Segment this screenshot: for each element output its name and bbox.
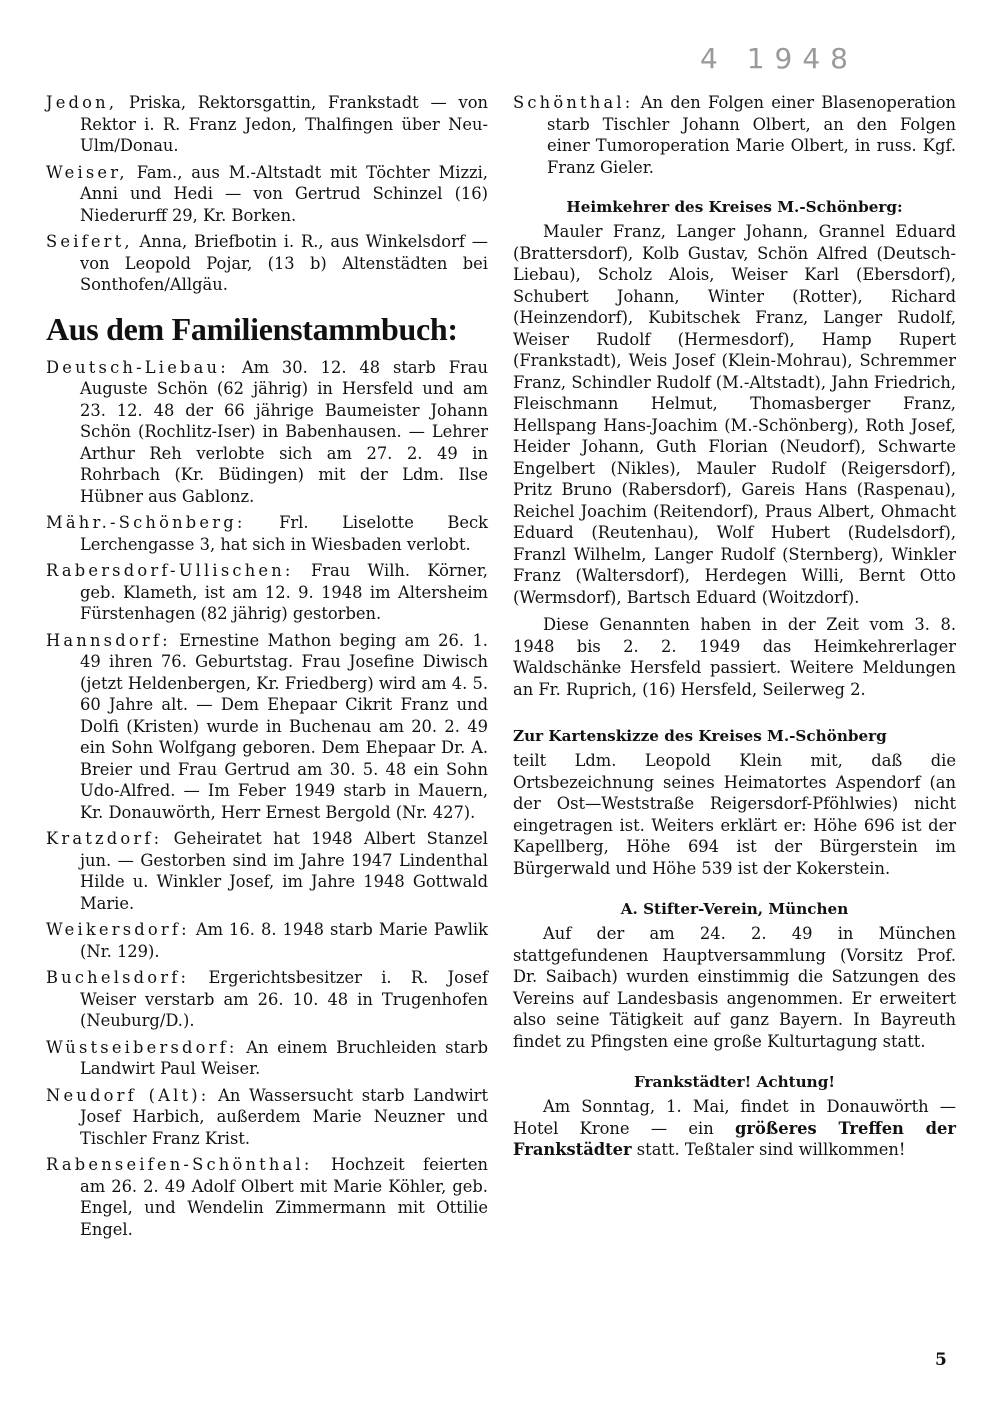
place-name: Buchelsdorf:: [46, 968, 190, 987]
family-entry-deutsch-liebau: [46, 357, 488, 508]
place-name: Mähr.-Schönberg:: [46, 513, 246, 532]
kartenskizze-text: teilt Ldm. Leopold Klein mit, daß die Ortsbezeichnung seines Heimatortes Aspendorf (an der Ost—Weststraße Reigersdorf-Pföhlwies) nicht eingetragen ist. Weiters erklärt er: Höhe 696 ist der Kapellberg, Höhe 694 ist der Bürgerstein im Bürgerwald und Höhe 539 ist der Kokerstein.: [513, 751, 956, 878]
entry-text: Ergerichtsbesitzer i. R. Josef Weiser verstarb am 26. 10. 48 in Trugenhofen (Neuburg/D.).: [80, 968, 488, 1030]
kartenskizze-heading: Zur Kartenskizze des Kreises M.-Schönberg: [513, 727, 887, 745]
stifter-heading: A. Stifter-Verein, München: [620, 900, 849, 918]
place-name: Rabersdorf-Ullischen:: [46, 561, 294, 580]
place-name: Hannsdorf:: [46, 630, 171, 650]
family-entry-buchelsdorf: [46, 967, 488, 1032]
family-entry-weikersdorf: [46, 919, 488, 962]
family-entry-neudorf: [46, 1085, 488, 1150]
section-heading-familienstammbuch: Aus dem Familienstammbuch:: [46, 310, 458, 347]
place-name: Rabenseifen-Schönthal:: [46, 1155, 313, 1174]
left-column: [46, 92, 488, 1245]
frankstaedter-text-bold: größeres Treffen der Frankstädter: [513, 1118, 956, 1159]
entry-text: Priska, Rektorsgattin, Frankstadt — von Rektor i. R. Franz Jedon, Thalfingen über Neu-Ulm/Donau.: [80, 93, 488, 155]
place-name: Deutsch-Liebau:: [46, 357, 229, 377]
page-number: 5: [935, 1350, 947, 1370]
entry-text: Am 16. 8. 1948 starb Marie Pawlik (Nr. 129).: [80, 920, 488, 961]
entry-text: An Wassersucht starb Landwirt Josef Harbich, außerdem Marie Neuzner und Tischler Franz Krist.: [80, 1085, 488, 1148]
place-name: Weikersdorf:: [46, 920, 190, 939]
place-name: Schönthal:: [513, 93, 634, 112]
entry-name: Weiser,: [46, 162, 128, 182]
entry-text: Am 30. 12. 48 starb Frau Auguste Schön (62 jährig) in Hersfeld und am 23. 12. 48 der 66 jährige Baumeister Johann Schön (Rochlitz-Iser) in Babenhausen. — Lehrer Arthur Reh verlobte sich am 27. 2. 49 in Rohrbach (Kr. Büdingen) mit der Ldm. Ilse Hübner aus Gablonz.: [80, 357, 488, 506]
entry-text: Ernestine Mathon beging am 26. 1. 49 ihren 76. Geburtstag. Frau Josefine Diwisch (jetzt Heldenbergen, Kr. Friedberg) wird am 4. 5. 60 Jahre alt. — Dem Ehepaar Cikrit Franz und Dolfi (Kristen) wurde in Buchenau am 20. 2. 49 ein Sohn Wolfgang geboren. Dem Ehepaar Dr. A. Breier und Frau Gertrud am 30. 5. 48 ein Sohn Udo-Alfred. — Im Feber 1949 starb in Mauern, Kr. Donauwörth, Herr Ernest Bergold (Nr. 427).: [80, 630, 488, 822]
search-notice-weiser: [46, 162, 488, 227]
family-entry-rabersdorf-ullischen: [46, 560, 488, 625]
heimkehrer-note: Diese Genannten haben in der Zeit vom 3. 8. 1948 bis 2. 2. 1949 das Heimkehrerlager Waldschänke Hersfeld passiert. Weitere Meldungen an Fr. Ruprich, (16) Hersfeld, Seilerweg 2.: [513, 615, 956, 699]
stifter-text: Auf der am 24. 2. 49 in München stattgefundenen Hauptversammlung (Vorsitz Prof. Dr. Saibach) wurden einstimmig die Satzungen des Vereins auf Landesbasis angenommen. Er erweitert also seine Tätigkeit auf ganz Bayern. In Bayreuth findet zu Pfingsten eine große Kulturtagung statt.: [513, 924, 956, 1051]
entry-text: Geheiratet hat 1948 Albert Stanzel jun. — Gestorben sind im Jahre 1947 Lindenthal Hilde u. Winkler Josef, im Jahre 1948 Gottwald Marie.: [80, 829, 488, 913]
family-entry-maehr-schoenberg: [46, 512, 488, 555]
place-name: Kratzdorf:: [46, 829, 163, 848]
family-entry-rabenseifen-schoenthal: [46, 1154, 488, 1240]
entry-text: Anna, Briefbotin i. R., aus Winkelsdorf — von Leopold Pojar, (13 b) Altenstädten bei Sonthofen/Allgäu.: [80, 232, 488, 294]
frankstaedter-text-end: statt. Teßtaler sind willkommen!: [636, 1140, 906, 1159]
place-name: Wüstseibersdorf:: [46, 1037, 238, 1057]
right-column: [513, 92, 956, 1167]
frankstaedter-heading: Frankstädter! Achtung!: [633, 1073, 836, 1091]
frankstaedter-text-start: Am Sonntag, 1. Mai, findet in Donauwörth — Hotel Krone — ein: [513, 1097, 956, 1138]
place-name: Neudorf (Alt):: [46, 1085, 210, 1105]
family-entry-hannsdorf: [46, 630, 488, 824]
frankstaedter-text: [513, 1096, 956, 1161]
heimkehrer-names: Mauler Franz, Langer Johann, Grannel Eduard (Brattersdorf), Kolb Gustav, Schön Alfred (Deutsch-Liebau), Scholz Alois, Weiser Karl (Ebersdorf), Schubert Johann, Winter (Rotter), Richard (Heinzendorf), Kubitschek Franz, Langer Rudolf, Weiser Rudolf (Hermesdorf), Hamp Rupert (Frankstadt), Weis Josef (Klein-Mohrau), Schremmer Franz, Schindler Rudolf (M.-Altstadt), Jahn Friedrich, Fleischmann Helmut, Thomasberger Franz, Hellspang Hans-Joachim (M.-Schönberg), Roth Josef, Heider Johann, Guth Florian (Neudorf), Schwarte Engelbert (Nikles), Mauler Rudolf (Reigersdorf), Pritz Bruno (Rabersdorf), Gareis Hans (Raspenau), Reichel Joachim (Reitendorf), Praus Albert, Ohmacht Eduard (Reutenhau), Wolf Hubert (Rudelsdorf), Franzl Wilhelm, Langer Rudolf (Sternberg), Winkler Franz (Waltersdorf), Herdegen Willi, Bernt Otto (Wermsdorf), Bartsch Eduard (Woitzdorf).: [513, 222, 956, 607]
entry-text: An einem Bruchleiden starb Landwirt Paul Weiser.: [80, 1037, 488, 1078]
entry-name: Seifert,: [46, 232, 133, 251]
entry-text: Frau Wilh. Körner, geb. Klameth, ist am 12. 9. 1948 im Altersheim Fürstenhagen (82 jährig) gestorben.: [80, 561, 488, 623]
search-notice-jedon: [46, 92, 488, 157]
entry-text: Fam., aus M.-Altstadt mit Töchter Mizzi, Anni und Hedi — von Gertrud Schinzel (16) Niederurff 29, Kr. Borken.: [80, 162, 488, 225]
family-entry-kratzdorf: [46, 828, 488, 914]
entry-name: Jedon,: [46, 93, 118, 112]
family-entry-wuestseibersdorf: [46, 1037, 488, 1080]
entry-text: Hochzeit feierten am 26. 2. 49 Adolf Olbert mit Marie Köhler, geb. Engel, und Wendelin Zimmermann mit Ottilie Engel.: [80, 1155, 488, 1239]
search-notice-seifert: [46, 231, 488, 296]
family-entry-schoenthal: [513, 92, 956, 178]
archive-stamp: 4 1948: [700, 42, 858, 75]
entry-text: Frl. Liselotte Beck Lerchengasse 3, hat sich in Wiesbaden verlobt.: [80, 513, 488, 554]
entry-text: An den Folgen einer Blasenoperation starb Tischler Johann Olbert, an den Folgen einer Tumoroperation Marie Olbert, in russ. Kgf. Franz Gieler.: [547, 93, 956, 177]
heimkehrer-heading: Heimkehrer des Kreises M.-Schönberg:: [566, 198, 903, 216]
